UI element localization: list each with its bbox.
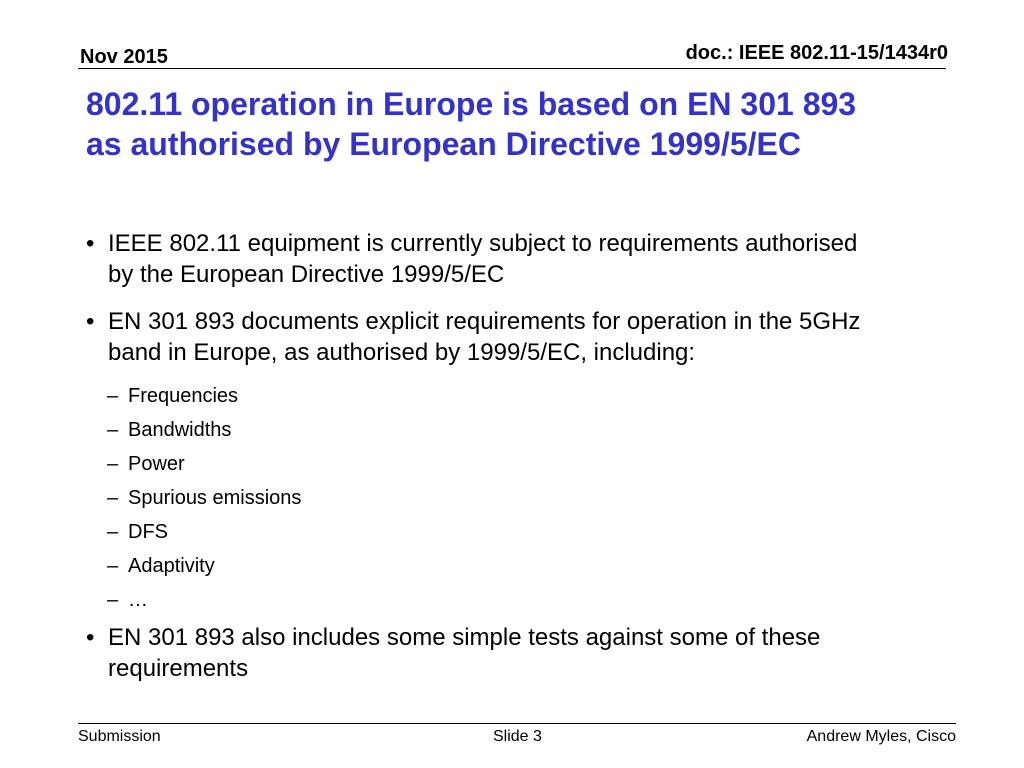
sub-item-text: DFS bbox=[128, 521, 168, 543]
slide-body bbox=[86, 228, 946, 700]
header-rule bbox=[78, 68, 946, 69]
sub-item-dash: – bbox=[107, 419, 119, 441]
bullet-item bbox=[86, 306, 946, 368]
sub-item-text: Power bbox=[128, 453, 185, 475]
bullet-item bbox=[86, 622, 946, 684]
sub-item-text: … bbox=[128, 589, 148, 611]
sub-item-text: Frequencies bbox=[128, 385, 239, 407]
bullet-marker: • bbox=[86, 624, 95, 651]
bullet-text-line-1: EN 301 893 documents explicit requirements for operation in the 5GHz bbox=[108, 308, 861, 335]
header-date: Nov 2015 bbox=[80, 46, 168, 68]
sub-item-dash: – bbox=[107, 385, 119, 407]
sub-item-dash: – bbox=[107, 521, 119, 543]
bullet-text-line-2: by the European Directive 1999/5/EC bbox=[108, 261, 505, 288]
slide-title bbox=[86, 84, 966, 164]
sub-item bbox=[86, 554, 946, 578]
sub-item bbox=[86, 418, 946, 442]
sub-item bbox=[86, 520, 946, 544]
sub-item bbox=[86, 486, 946, 510]
sub-item-dash: – bbox=[107, 487, 119, 509]
bullet-item bbox=[86, 228, 946, 290]
footer-submission: Submission bbox=[78, 728, 161, 745]
bullet-text-line-2: requirements bbox=[108, 655, 249, 682]
sub-item-list bbox=[86, 384, 946, 612]
bullet-marker: • bbox=[86, 230, 95, 257]
sub-item bbox=[86, 384, 946, 408]
sub-item-dash: – bbox=[107, 555, 119, 577]
sub-item-dash: – bbox=[107, 589, 119, 611]
bullet-text-line-1: IEEE 802.11 equipment is currently subject to requirements authorised bbox=[108, 230, 858, 257]
footer-slide-number: Slide 3 bbox=[493, 728, 542, 745]
sub-item bbox=[86, 588, 946, 612]
footer-author: Andrew Myles, Cisco bbox=[806, 728, 956, 745]
slide-title-line-1: 802.11 operation in Europe is based on EN 301 893 bbox=[86, 86, 857, 122]
sub-item-text: Bandwidths bbox=[128, 419, 232, 441]
slide-title-line-2: as authorised by European Directive 1999/5/EC bbox=[86, 126, 801, 162]
footer-rule bbox=[78, 723, 956, 724]
sub-item-text: Spurious emissions bbox=[128, 487, 302, 509]
bullet-marker: • bbox=[86, 308, 95, 335]
bullet-text-line-2: band in Europe, as authorised by 1999/5/EC, including: bbox=[108, 339, 696, 366]
bullet-text-line-1: EN 301 893 also includes some simple tests against some of these bbox=[108, 624, 821, 651]
header-doc-id: doc.: IEEE 802.11-15/1434r0 bbox=[685, 42, 948, 64]
sub-item bbox=[86, 452, 946, 476]
sub-item-dash: – bbox=[107, 453, 119, 475]
sub-item-text: Adaptivity bbox=[128, 555, 215, 577]
